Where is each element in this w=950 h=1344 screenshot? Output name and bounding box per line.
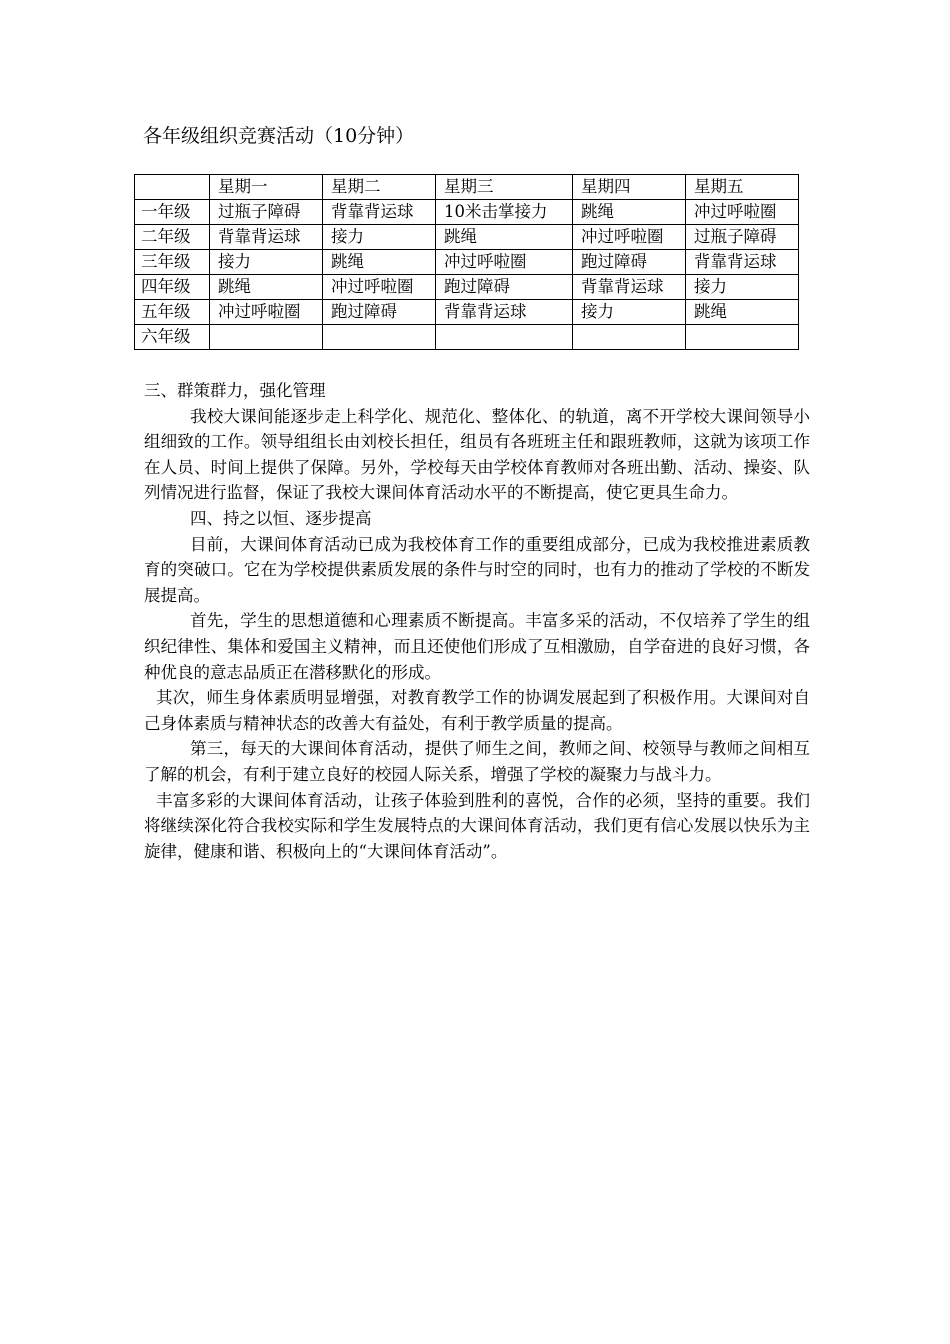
paragraph: 我校大课间能逐步走上科学化、规范化、整体化、的轨道，离不开学校大课间领导小组细致的工作。领导组组长由刘校长担任，组员有各班班主任和跟班教师，这就为该项工作在人员、时间上提供了保障。另外，学校每天由学校体育教师对各班出勤、活动、操姿、队列情况进行监督，保证了我校大课间体育活动水平的不断提高，使它更具生命力。 — [144, 406, 810, 503]
table-cell: 10米击掌接力 — [436, 200, 573, 225]
grade-label: 一年级 — [135, 200, 210, 225]
table-header-row — [135, 175, 799, 200]
header-cell-thursday: 星期四 — [573, 175, 686, 200]
table-cell: 接力 — [686, 275, 799, 300]
table-cell: 跳绳 — [686, 300, 799, 325]
table-cell: 跳绳 — [436, 225, 573, 250]
table-cell: 跳绳 — [210, 275, 323, 300]
activity-schedule-table — [134, 174, 799, 350]
table-cell: 冲过呼啦圈 — [686, 200, 799, 225]
header-cell-wednesday: 星期三 — [436, 175, 573, 200]
paragraph: 丰富多彩的大课间体育活动，让孩子体验到胜利的喜悦，合作的必须，坚持的重要。我们将继续深化符合我校实际和学生发展特点的大课间体育活动，我们更有信心发展以快乐为主旋律，健康和谐、积极向上的“大课间体育活动”。 — [144, 790, 810, 861]
header-cell-tuesday: 星期二 — [323, 175, 436, 200]
table-cell: 冲过呼啦圈 — [210, 300, 323, 325]
table-cell: 冲过呼啦圈 — [323, 275, 436, 300]
header-cell-friday: 星期五 — [686, 175, 799, 200]
table-row — [135, 250, 799, 275]
table-cell: 背靠背运球 — [436, 300, 573, 325]
table-cell: 接力 — [210, 250, 323, 275]
grade-label: 六年级 — [135, 325, 210, 350]
table-cell: 背靠背运球 — [323, 200, 436, 225]
body-text — [144, 378, 810, 864]
table-cell: 跑过障碍 — [323, 300, 436, 325]
grade-label: 三年级 — [135, 250, 210, 275]
table-cell: 背靠背运球 — [686, 250, 799, 275]
table-cell: 接力 — [323, 225, 436, 250]
table-cell: 过瓶子障碍 — [686, 225, 799, 250]
table-cell — [686, 325, 799, 350]
table-row — [135, 275, 799, 300]
table-cell — [436, 325, 573, 350]
table-cell — [210, 325, 323, 350]
grade-label: 五年级 — [135, 300, 210, 325]
header-cell-monday: 星期一 — [210, 175, 323, 200]
paragraph: 其次，师生身体素质明显增强，对教育教学工作的协调发展起到了积极作用。大课间对自己身体素质与精神状态的改善大有益处，有利于教学质量的提高。 — [144, 688, 810, 733]
table-cell: 冲过呼啦圈 — [436, 250, 573, 275]
grade-label: 二年级 — [135, 225, 210, 250]
table-cell — [573, 325, 686, 350]
table-cell: 接力 — [573, 300, 686, 325]
paragraph: 首先，学生的思想道德和心理素质不断提高。丰富多采的活动，不仅培养了学生的组织纪律性、集体和爱国主义精神，而且还使他们形成了互相激励，自学奋进的良好习惯，各种优良的意志品质正在潜移默化的形成。 — [144, 611, 810, 682]
table-row — [135, 225, 799, 250]
table-cell: 冲过呼啦圈 — [573, 225, 686, 250]
header-cell-corner — [135, 175, 210, 200]
section-heading: 三、群策群力，强化管理 — [144, 381, 326, 400]
table-cell: 跑过障碍 — [573, 250, 686, 275]
grade-label: 四年级 — [135, 275, 210, 300]
table-row — [135, 200, 799, 225]
table-caption: 各年级组织竞赛活动（10分钟） — [143, 125, 415, 147]
table-cell: 跑过障碍 — [436, 275, 573, 300]
table-cell: 背靠背运球 — [573, 275, 686, 300]
table-cell — [323, 325, 436, 350]
table-row — [135, 300, 799, 325]
section-heading: 四、持之以恒、逐步提高 — [190, 508, 372, 528]
paragraph: 目前，大课间体育活动已成为我校体育工作的重要组成部分，已成为我校推进素质教育的突破口。它在为学校提供素质发展的条件与时空的同时，也有力的推动了学校的不断发展提高。 — [144, 534, 810, 605]
paragraph: 第三，每天的大课间体育活动，提供了师生之间，教师之间、校领导与教师之间相互了解的机会，有利于建立良好的校园人际关系，增强了学校的凝聚力与战斗力。 — [144, 739, 810, 784]
table-row — [135, 325, 799, 350]
table-cell: 跳绳 — [573, 200, 686, 225]
table-cell: 跳绳 — [323, 250, 436, 275]
table-cell: 背靠背运球 — [210, 225, 323, 250]
table-cell: 过瓶子障碍 — [210, 200, 323, 225]
